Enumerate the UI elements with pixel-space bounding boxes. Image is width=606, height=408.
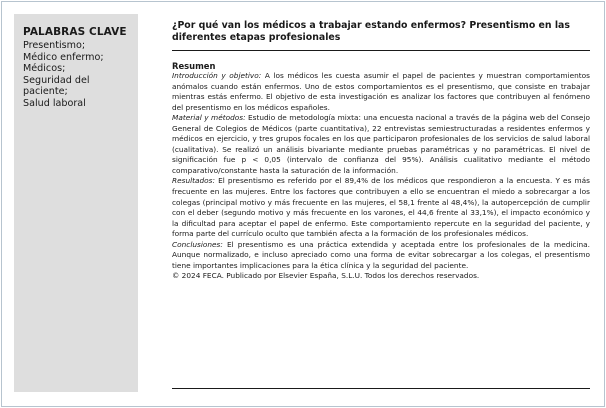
bottom-divider (172, 388, 590, 389)
section-metodos (172, 113, 590, 176)
section-text: Estudio de metodología mixta: una encuesta nacional a través de la página web del Consejo General de Colegios de Médicos (parte cuantitativa), 22 entrevistas semiestructuradas a residentes enfermos y médicos en ejercicio, y tres grupos focales en los que participaron profesionales de los servicios de salud laboral (cualitativa). Se realizó un análisis bivariante mediante pruebas paramétricas y no paramétricas. El nivel de significación fue p < 0,05 (intervalo de confianza del 95%). Análisis cualitativo mediante el método comparativo/constante hasta la saturación de la información. (172, 113, 590, 175)
abstract-body (172, 71, 590, 271)
keyword-item: Presentismo; (23, 40, 86, 51)
keywords-title: PALABRAS CLAVE (23, 26, 127, 38)
section-heading: Conclusiones: (172, 239, 223, 249)
keywords-panel (14, 14, 138, 392)
resumen-label: Resumen (172, 61, 216, 71)
section-introduccion (172, 71, 590, 113)
section-text: A los médicos les cuesta asumir el papel de pacientes y muestran comportamientos anómalos cuando están enfermos. Uno de estos comportamientos es el presentismo, que consiste en trabajar mientras estás enfermo. El objetivo de esta investigación es analizar los factores que contribuyen al fenómeno del presentismo en los médicos españoles. (172, 71, 590, 112)
keyword-item: Seguridad del (23, 74, 90, 86)
section-text: El presentismo es una práctica extendida y aceptada entre los profesionales de la medicina. Aunque normalizado, e incluso apreciado como una forma de evitar sobrecargar a los colegas, el presentismo tiene importantes implicaciones para la ética clínica y la seguridad del paciente. (172, 239, 590, 270)
section-conclusiones (172, 240, 590, 272)
section-heading: Resultados: (172, 176, 215, 186)
section-heading: Introducción y objetivo: (172, 71, 262, 80)
section-heading: Material y métodos: (172, 113, 246, 123)
keywords-list (23, 40, 130, 110)
section-text: El presentismo es referido por el 89,4% de los médicos que respondieron a la encuesta. Y es más frecuente en las mujeres. Entre los factores que contribuyen a ello se encuentran el miedo a sobrecargar a los colegas (principal motivo y más frecuente en las mujeres, el 58,1 frente al 48,4%), la autopercepción de cumplir con el deber (segundo motivo y más frecuente en los varones, el 44,6 frente al 33,1%), el impacto económico y la dificultad para aceptar el papel de enfermo. Este comportamiento repercute en la seguridad del paciente, y forma parte del currículo oculto que también afecta a la formación de los profesionales médicos. (172, 176, 590, 239)
title-divider (172, 50, 590, 51)
article-title: ¿Por qué van los médicos a trabajar estando enfermos? Presentismo en las diferentes etapas profesionales (172, 20, 570, 43)
abstract-main (172, 20, 590, 282)
keyword-item: Médicos; (23, 63, 66, 75)
keyword-item: paciente; (23, 86, 68, 98)
section-resultados (172, 176, 590, 239)
keyword-item: Médico enfermo; (23, 51, 104, 63)
keyword-item: Salud laboral (23, 97, 86, 109)
copyright-notice: © 2024 FECA. Publicado por Elsevier España, S.L.U. Todos los derechos reservados. (172, 271, 480, 281)
